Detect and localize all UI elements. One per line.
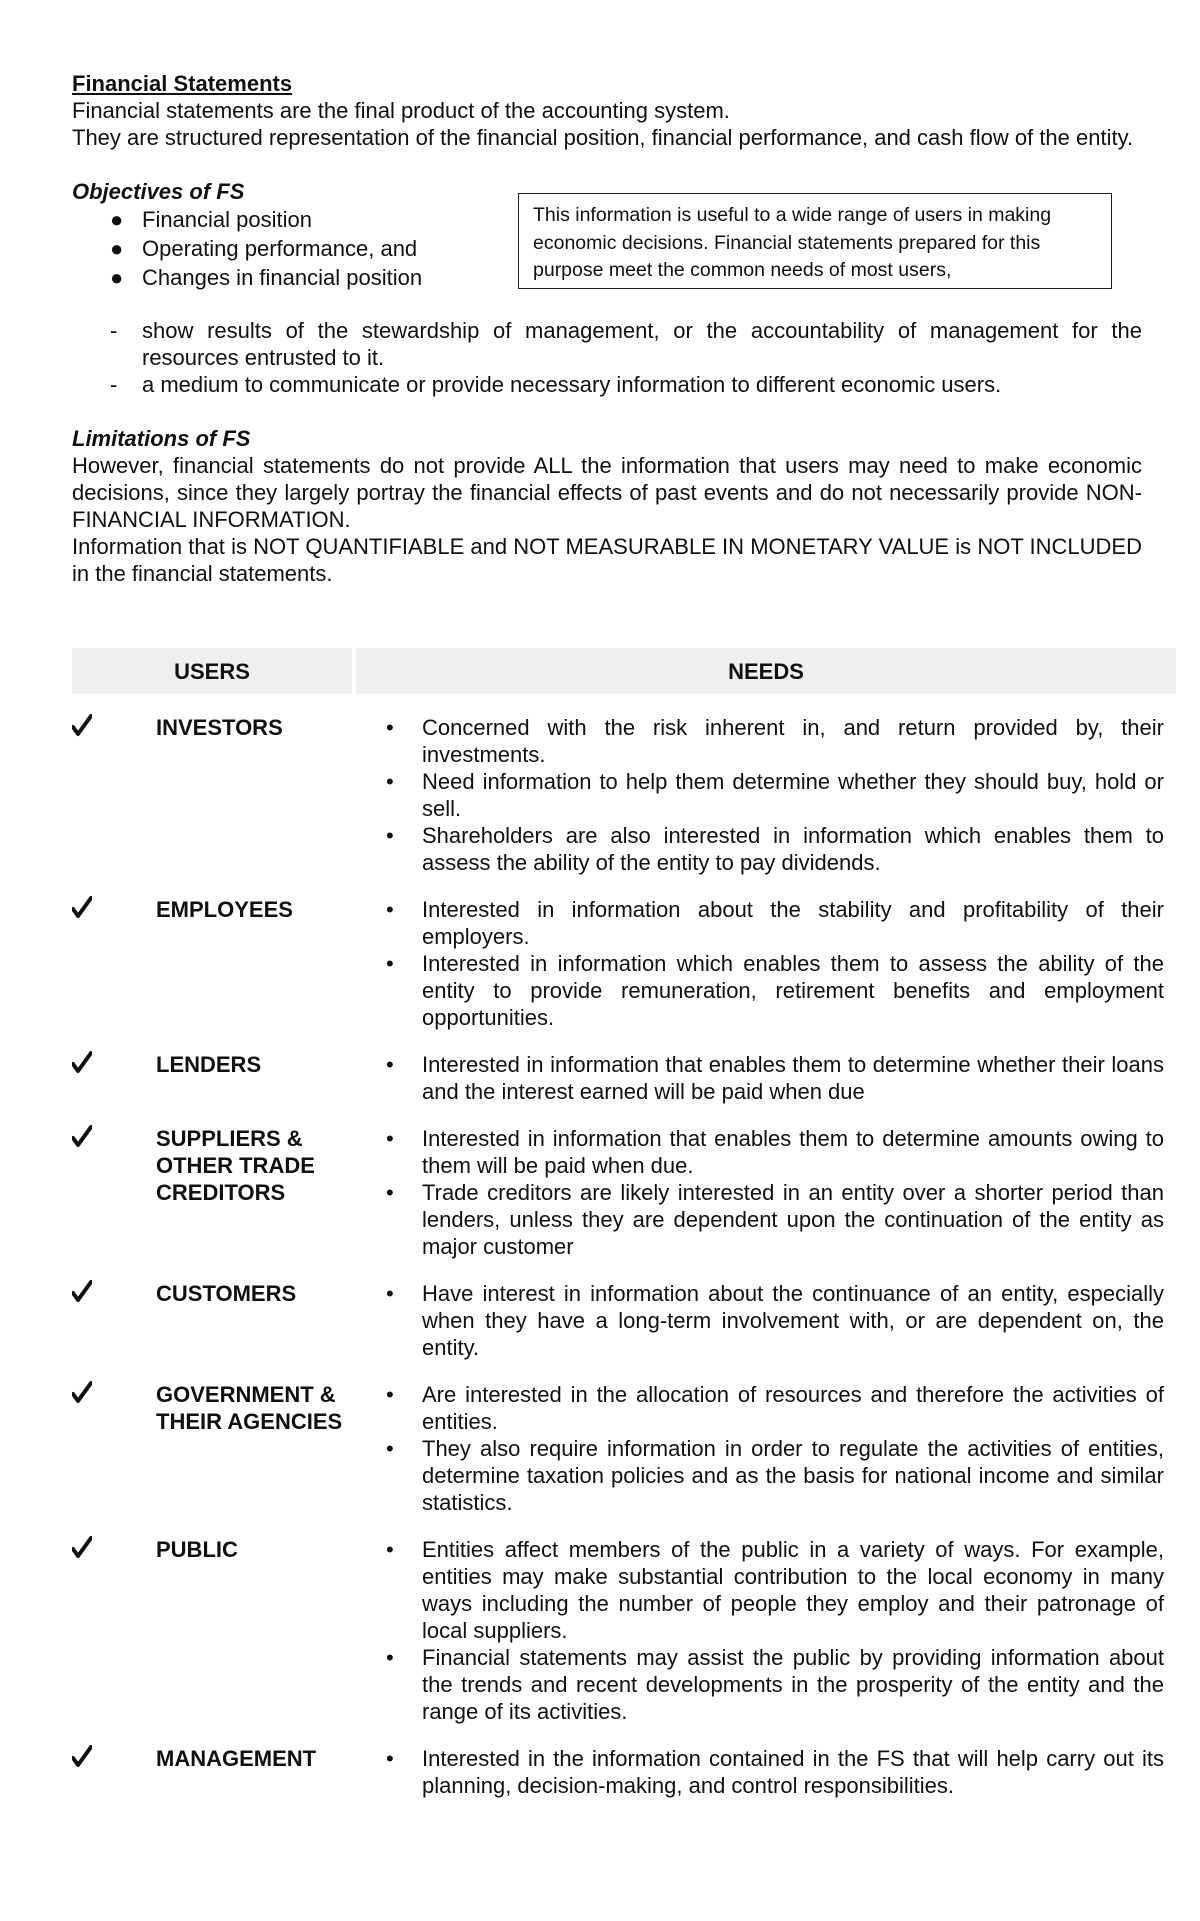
need-text: Have interest in information about the continuance of an entity, especially when they have a long-term involvement with, or are dependent on, the entity. <box>422 1281 1164 1360</box>
limitations-heading: Limitations of FS <box>72 426 251 451</box>
page-title: Financial Statements <box>72 71 293 96</box>
user-cell <box>72 876 354 1031</box>
need-text: Shareholders are also interested in information which enables them to assess the ability of the entity to pay dividends. <box>422 823 1164 875</box>
need-text: Interested in information about the stability and profitability of their employers. <box>422 897 1164 949</box>
needs-list <box>354 1125 1164 1260</box>
list-item <box>354 896 1164 950</box>
table-row <box>72 1361 1178 1516</box>
list-item <box>354 1435 1164 1516</box>
needs-list <box>354 896 1164 1031</box>
table-row <box>72 1725 1178 1799</box>
user-cell <box>72 1031 354 1105</box>
need-text: Entities affect members of the public in a variety of ways. For example, entities may make substantial contribution to the local economy in many ways including the number of people they employ and their patronage of local suppliers. <box>422 1537 1164 1643</box>
need-text: Concerned with the risk inherent in, and return provided by, their investments. <box>422 715 1164 767</box>
needs-list <box>354 1280 1164 1361</box>
list-item: ● Financial position <box>110 207 312 232</box>
need-text: Financial statements may assist the public by providing information about the trends and recent developments in the prosperity of the entity and the range of its activities. <box>422 1645 1164 1724</box>
table-row <box>72 694 1178 876</box>
intro-line-1: Financial statements are the final product of the accounting system. <box>72 98 730 123</box>
check-icon <box>72 896 92 920</box>
check-icon <box>72 714 92 738</box>
needs-list <box>354 1745 1164 1799</box>
bullet-dot: • <box>386 1126 394 1151</box>
needs-list <box>354 1381 1164 1516</box>
check-icon <box>72 1536 92 1560</box>
needs-cell <box>354 694 1178 876</box>
needs-cell <box>354 1105 1178 1260</box>
user-cell <box>72 694 354 876</box>
bullet-dot: ● <box>110 265 124 290</box>
intro-line-2: They are structured representation of the financial position, financial performance, and cash flow of the entity. <box>72 125 1134 150</box>
check-icon <box>72 1051 92 1075</box>
list-item <box>354 1381 1164 1435</box>
user-cell <box>72 1105 354 1260</box>
list-item: - show results of the stewardship of management, or the accountability of management for the resources entrusted to it. <box>110 318 1142 370</box>
list-item <box>354 714 1164 768</box>
list-item <box>354 1536 1164 1644</box>
need-text: Interested in information which enables them to assess the ability of the entity to provide remuneration, retirement benefits and employment opportunities. <box>422 951 1164 1030</box>
bullet-dot: • <box>386 1746 394 1771</box>
needs-cell <box>354 1516 1178 1725</box>
table-body <box>72 694 1178 1799</box>
check-icon <box>72 1280 92 1304</box>
user-label: GOVERNMENT & THEIR AGENCIES <box>156 1382 343 1434</box>
table-row <box>72 876 1178 1031</box>
list-item <box>354 768 1164 822</box>
user-label: LENDERS <box>156 1052 262 1077</box>
bullet-dot: • <box>386 769 394 794</box>
list-item <box>354 1051 1164 1105</box>
limitations-paragraph-2: Information that is NOT QUANTIFIABLE and NOT MEASURABLE IN MONETARY VALUE is NOT INCLUDED in the financial statements. <box>72 534 1142 586</box>
user-cell <box>72 1516 354 1725</box>
table-row <box>72 1260 1178 1361</box>
bullet-dot: • <box>386 823 394 848</box>
user-label-wrap <box>72 1125 354 1206</box>
user-label: EMPLOYEES <box>156 897 293 922</box>
users-column-header: USERS <box>72 648 354 694</box>
bullet-dot: • <box>386 1645 394 1670</box>
needs-cell <box>354 1031 1178 1105</box>
user-label-wrap <box>72 1745 354 1772</box>
needs-cell <box>354 1725 1178 1799</box>
user-label-wrap <box>72 1381 354 1435</box>
list-item <box>354 1179 1164 1260</box>
list-item <box>354 1745 1164 1799</box>
dash: - <box>110 318 118 343</box>
user-label-wrap <box>72 1051 354 1078</box>
objectives-dash-list <box>72 317 1142 398</box>
info-box: This information is useful to a wide range of users in making economic decisions. Financial statements prepared for this purpose meet the common needs of most users, <box>518 193 1112 289</box>
need-text: Are interested in the allocation of resources and therefore the activities of entities. <box>422 1382 1164 1434</box>
needs-list <box>354 714 1164 876</box>
user-label-wrap <box>72 714 354 741</box>
document-body <box>72 70 1142 587</box>
user-label-wrap <box>72 896 354 923</box>
bullet-dot: • <box>386 1180 394 1205</box>
limitations-paragraph-1: However, financial statements do not provide ALL the information that users may need to make economic decisions, since they largely portray the financial effects of past events and do not necessarily provide NON-FINANCIAL INFORMATION. <box>72 453 1142 532</box>
objectives-heading: Objectives of FS <box>72 179 245 204</box>
need-text: They also require information in order to regulate the activities of entities, determine taxation policies and as the basis for national income and similar statistics. <box>422 1436 1164 1515</box>
objectives-section <box>72 205 1142 305</box>
needs-cell <box>354 1361 1178 1516</box>
bullet-dot: ● <box>110 207 124 232</box>
user-label: INVESTORS <box>156 715 283 740</box>
list-item: ● Changes in financial position <box>110 265 423 290</box>
check-icon <box>72 1125 92 1149</box>
bullet-dot: • <box>386 1052 394 1077</box>
needs-column-header: NEEDS <box>354 648 1178 694</box>
user-label: SUPPLIERS & OTHER TRADE CREDITORS <box>156 1126 315 1205</box>
user-label: MANAGEMENT <box>156 1746 317 1771</box>
user-cell <box>72 1361 354 1516</box>
needs-cell <box>354 876 1178 1031</box>
bullet-dot: • <box>386 951 394 976</box>
user-label: PUBLIC <box>156 1537 238 1562</box>
need-text: Interested in information that enables them to determine whether their loans and the interest earned will be paid when due <box>422 1052 1164 1104</box>
bullet-dot: • <box>386 1281 394 1306</box>
needs-cell <box>354 1260 1178 1361</box>
bullet-dot: • <box>386 1537 394 1562</box>
list-item <box>354 822 1164 876</box>
list-item <box>354 950 1164 1031</box>
need-text: Trade creditors are likely interested in an entity over a shorter period than lenders, unless they are dependent upon the continuation of the entity as major customer <box>422 1180 1164 1259</box>
users-needs-table <box>72 648 1180 1799</box>
user-cell <box>72 1260 354 1361</box>
table-header-row <box>72 648 1178 694</box>
check-icon <box>72 1745 92 1769</box>
needs-list <box>354 1051 1164 1105</box>
table-row <box>72 1516 1178 1725</box>
table-row <box>72 1105 1178 1260</box>
bullet-dot: • <box>386 715 394 740</box>
bullet-dot: ● <box>110 236 124 261</box>
need-text: Interested in information that enables them to determine amounts owing to them will be paid when due. <box>422 1126 1164 1178</box>
list-item <box>354 1644 1164 1725</box>
need-text: Interested in the information contained in the FS that will help carry out its planning, decision-making, and control responsibilities. <box>422 1746 1164 1798</box>
bullet-dot: • <box>386 897 394 922</box>
table-row <box>72 1031 1178 1105</box>
bullet-dot: • <box>386 1382 394 1407</box>
dash: - <box>110 372 118 397</box>
list-item: - a medium to communicate or provide necessary information to different economic users. <box>110 372 1002 397</box>
user-cell <box>72 1725 354 1799</box>
user-label-wrap <box>72 1536 354 1563</box>
need-text: Need information to help them determine whether they should buy, hold or sell. <box>422 769 1164 821</box>
check-icon <box>72 1381 92 1405</box>
list-item <box>354 1280 1164 1361</box>
bullet-dot: • <box>386 1436 394 1461</box>
user-label: CUSTOMERS <box>156 1281 297 1306</box>
list-item: ● Operating performance, and <box>110 236 418 261</box>
list-item <box>354 1125 1164 1179</box>
user-label-wrap <box>72 1280 354 1307</box>
needs-list <box>354 1536 1164 1725</box>
